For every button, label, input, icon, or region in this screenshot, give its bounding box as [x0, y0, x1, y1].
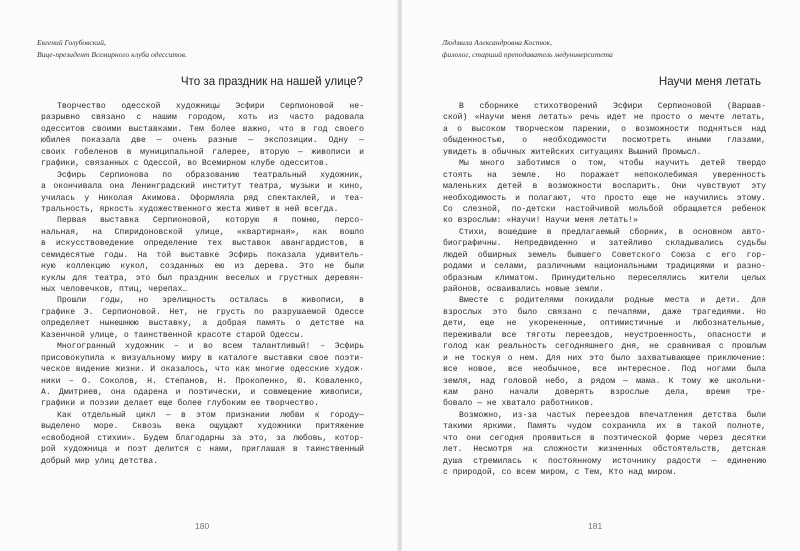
text-line: Эсфирь Серпионова по образованию театральный художник, [57, 170, 364, 180]
text-line: голод как реальность сегодняшнего дня, не сравнивая с прошлым [443, 342, 766, 352]
text-line: с природой, со всем миром, с Тем, Кто над миром. [443, 468, 678, 477]
text-line: училась у Николая Акимова. Оформляла ряд спектаклей, и теа- [41, 193, 364, 203]
article-body [443, 101, 766, 478]
text-line: юбилея показала две — очень разные — экспозиции. Одну — [41, 136, 364, 146]
text-line: В сборнике стихотворений Эсфири Серпионовой (Варшав- [459, 102, 766, 111]
text-line: маленьких детей в возможности воспарить. Они чувствуют эту [443, 182, 766, 192]
text-line: одесситов своими выставками. Тем более важно, что в год своего [41, 124, 364, 134]
text-line: Первая выставка Серпионовой, которую я помню, персо- [57, 216, 364, 226]
article-title: Что за праздник на нашей улице? [180, 75, 363, 88]
text-line: ную коллекцию кукол, созданных ею из дерева. Это не были [41, 262, 364, 272]
text-line: Со слезной, по-детски настойчивой мольбой обращается ребенок [443, 204, 766, 214]
page-number: 181 [588, 521, 603, 531]
text-line: нальная, на Спиридоновской улице, «квартирная», как вошло [41, 227, 364, 237]
text-line: кам рано начали доверять взрослые дела, время тре- [443, 387, 766, 397]
text-line: ческое видение жизни. И оказалось, что как многие одесские худож· [41, 365, 364, 375]
text-line: графике Э. Серпионовой. Нет, не грусть по разрушаемой Одессе [41, 307, 364, 317]
text-line: семидесятые годы. На той выставке Эсфирь показала удивитель- [41, 250, 364, 260]
text-line: районов, осваивались новые земли. [443, 285, 604, 294]
text-line: разрывно связано с нашим городом, хоть из часто радовала [41, 113, 364, 123]
text-line: А. Дмитриев, она одарена и поэтически, и совмещение живописи, [41, 387, 364, 397]
text-line: дети, еще не укорененные, оптимистичные и любознательные, [443, 319, 766, 329]
text-line: ской) «Научи меня летать» речь идет не просто о мечте летать, [443, 113, 766, 123]
text-line: ко взрослым: «Научи! Научи меня летать!» [443, 216, 639, 226]
right-page [401, 0, 800, 551]
text-line: Как отдельный цикл — в этом признании любви к городу— [57, 410, 364, 420]
author-name: Евгений Голубовский, [37, 38, 106, 47]
text-line: переживали все тяготы переездов, неустроенность, опасности и [443, 330, 766, 340]
text-line: а о высоком творческом парении, о возможности подняться над [443, 124, 766, 134]
text-line: Прошли годы, но зрелищность осталась в живописи, в [57, 296, 364, 306]
text-line: Творчество одесской художницы Эсфири Серпионовой не- [57, 102, 364, 111]
article-body [41, 101, 364, 467]
author-name: Людмила Александровна Костюк, [442, 38, 552, 47]
text-line: а окончивала она Ленинградский институт театра, музыки и кино, [41, 182, 364, 192]
text-line: взрослых это было связано с печалями, даже трагедиями. Но [443, 307, 766, 317]
text-line: присовокупила к визуальному миру в каталоге выставки свое поэти- [41, 353, 364, 363]
text-line: ники – О. Соколов, Н. Степанов, Н. Прокопенко, Ю. Коваленко, [41, 376, 364, 386]
text-line: рой художница и поэт делится с нами, приглашая в таинственный [41, 445, 364, 455]
author-role: филолог, старший преподаватель медуниверситета [442, 49, 613, 59]
text-line: Возможно, из-за частых переездов впечатления детства были [459, 410, 766, 420]
text-line: людей обширных земель бывшего Советского Союза с его гор- [443, 250, 766, 260]
text-line: душа стремилась к постоянному источнику радости — единению [443, 456, 766, 466]
text-line: лет. Несмотря на сложности жизненных обстоятельств, детская [443, 445, 766, 455]
text-line: и не тоскуя о нем. Для них это было захватывающее приключение: [443, 353, 766, 363]
text-line: в искусствоведение определение тех выставок авангардистов, в [41, 239, 364, 249]
text-line: «свободной стихии». Будем благодарны за это, за любовь, котор- [41, 433, 364, 443]
text-line: биографичны. Непредвиденно и затейливо складывались судьбы [443, 239, 766, 249]
text-line: тральность, яркость художественного жеста живет в ней всегда. [41, 204, 339, 214]
text-line: Казенчной улице, о таинственной красоте старой Одессы. [41, 330, 305, 340]
text-line: графики и поэзии делает еще более глубоким ее творчество. [41, 399, 319, 409]
text-line: такими яркими. Память чудом сохранила их в такой полноте, [443, 422, 766, 432]
author-block [37, 37, 187, 60]
text-line: обыденностью, о необходимости посмотреть иными глазами, [443, 136, 766, 146]
text-line: Многогранный художник – и во всем талантливый! – Эсфирь [57, 342, 364, 352]
text-line: увидеть в обычных житейских ситуациях Вышний Промысл. [443, 147, 702, 157]
text-line: своих гобеленов в муниципальной галерее, вторую — живописи и [41, 147, 364, 157]
text-line: добрый мир улиц детства. [41, 456, 159, 466]
text-line: все новое, все необычное, все интересное. Под ногами была [443, 365, 766, 375]
text-line: Вместе с родителями покидали родные места и дети. Для [459, 296, 766, 306]
text-line: земля, над головой небо, а рядом — мама. К тому же школьни- [443, 376, 766, 386]
text-line: родами и селами, различными национальными традициями и разно- [443, 262, 766, 272]
text-line: образным климатом. Принудительно переселялись жители целых [443, 273, 766, 283]
text-line: Стихи, вошедшие в предлагаемый сборник, в основном авто- [459, 227, 766, 237]
text-line: ных человечков, птиц, черепах… [41, 285, 188, 294]
text-line: стоять на земле. Но поражает непоколебимая уверенность [443, 170, 766, 180]
page-number: 180 [195, 521, 210, 531]
text-line: что они сегодня проявиться в поэтической форме через десятки [443, 433, 766, 443]
text-line: графики, связанных с Одессой, во Всемирном клубе одесситов. [41, 159, 329, 169]
text-line: определяет нынешнюю выставку, а добрая память о детстве на [41, 319, 364, 329]
author-role: Вице-президент Всемирного клуба одесситов. [37, 49, 187, 59]
text-line: необходимость и полагают, что просто еще не научились этому. [443, 193, 766, 203]
text-line: Мы много заботимся о том, чтобы научить детей твердо [459, 159, 766, 169]
text-line: куклы для театра, это был праздник веселых и грустных деревян- [41, 273, 364, 283]
author-block [442, 37, 613, 60]
article-title: Научи меня летать [658, 75, 761, 88]
text-line: бовало — не хватало работников. [443, 399, 595, 409]
text-line: выделено море. Сквозь века ощущают художники притяжение [41, 422, 364, 432]
